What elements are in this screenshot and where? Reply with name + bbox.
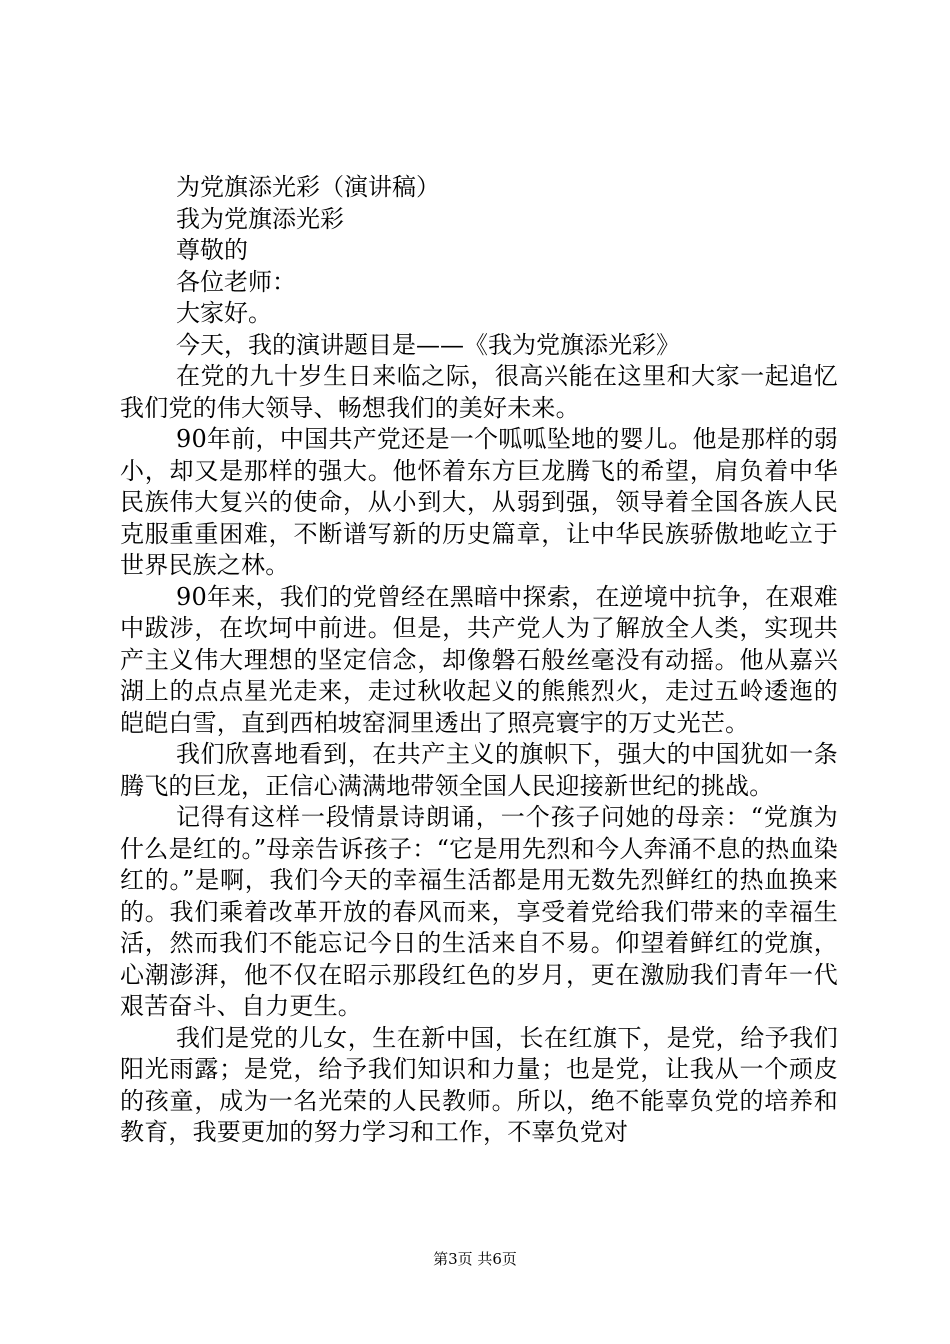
- topic-intro: 今天，我的演讲题目是——《我为党旗添光彩》: [176, 330, 680, 359]
- document-title: 为党旗添光彩（演讲稿）: [176, 173, 440, 201]
- paragraph-2: 90年前，中国共产党还是一个呱呱坠地的婴儿。他是那样的弱小，却又是那样的强大。他怀着东方巨龙腾飞的希望，肩负着中华民族伟大复兴的使命，从小到大，从弱到强，领导着全国各族人民克服重重困难，不断谱写新的历史篇章，让中华民族骄傲地屹立于世界民族之林。: [120, 425, 838, 579]
- paragraph-3: 90年来，我们的党曾经在黑暗中探索，在逆境中抗争，在艰难中跋涉，在坎坷中前进。但是，共产党人为了解放全人类，实现共产主义伟大理想的坚定信念，却像磐石般丝毫没有动摇。他从嘉兴湖上的点点星光走来，走过秋收起义的熊熊烈火，走过五岭逶迤的皑皑白雪，直到西柏坡窑洞里透出了照亮寰宇的万丈光芒。: [120, 582, 838, 737]
- paragraph-6: 我们是党的儿女，生在新中国，长在红旗下，是党，给予我们阳光雨露；是党，给予我们知识和力量；也是党，让我从一个顽皮的孩童，成为一名光荣的人民教师。所以，绝不能辜负党的培养和教育，我要更加的努力学习和工作，不辜负党对: [120, 1023, 838, 1146]
- page-number-footer: 第3页 共6页: [433, 1250, 517, 1268]
- paragraph-1: 在党的九十岁生日来临之际，很高兴能在这里和大家一起追忆我们党的伟大领导、畅想我们的美好未来。: [120, 362, 838, 422]
- document-body: [120, 172, 840, 1149]
- paragraph-4: 我们欣喜地看到，在共产主义的旗帜下，强大的中国犹如一条腾飞的巨龙，正信心满满地带领全国人民迎接新世纪的挑战。: [120, 740, 838, 800]
- greeting: 大家好。: [176, 299, 272, 327]
- paragraph-5: 记得有这样一段情景诗朗诵，一个孩子问她的母亲：“党旗为什么是红的。”母亲告诉孩子：“它是用先烈和今人奔涌不息的热血染红的。”是啊，我们今天的幸福生活都是用无数先烈鲜红的热血换来的。我们乘着改革开放的春风而来，享受着党给我们带来的幸福生活，然而我们不能忘记今日的生活来自不易。仰望着鲜红的党旗，心潮澎湃，他不仅在昭示那段红色的岁月，更在激励我们青年一代艰苦奋斗、自力更生。: [120, 803, 838, 1020]
- salutation-line-2: 各位老师：: [176, 267, 296, 296]
- speech-title: 我为党旗添光彩: [176, 204, 344, 233]
- salutation-line-1: 尊敬的: [176, 236, 248, 264]
